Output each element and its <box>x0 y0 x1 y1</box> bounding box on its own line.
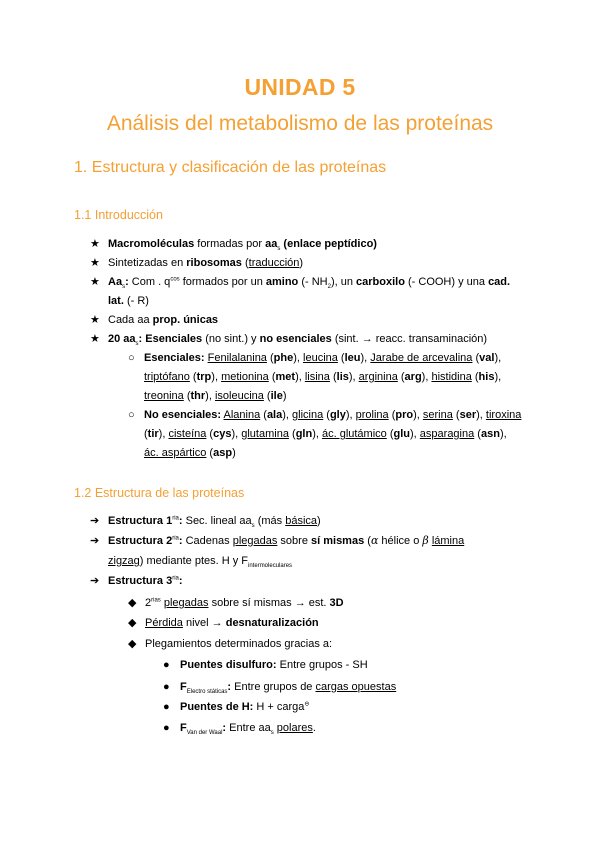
text-sub: Van der Waal <box>186 730 223 737</box>
aa-code: asp <box>213 447 233 459</box>
aa-name: glicina <box>292 409 324 421</box>
aa-code: gly <box>329 409 346 421</box>
aa-code: tir <box>147 428 159 440</box>
text-sup: ⊖ <box>304 701 310 708</box>
text-bold: lat. <box>108 295 124 307</box>
puentes-disulfuro <box>180 658 368 672</box>
bullet-aas-line1 <box>108 275 510 289</box>
text: Entre grupos de <box>231 681 316 693</box>
text-bold: : <box>178 515 183 527</box>
text-underlined: plegadas <box>163 597 209 609</box>
text-underlined: Pérdida <box>145 617 183 629</box>
aa-name: leucina <box>303 352 338 364</box>
aa-code: lis <box>336 371 349 383</box>
aa-code: phe <box>273 352 294 364</box>
aa-code: ala <box>266 409 283 421</box>
text-bold: F <box>180 681 187 693</box>
aa-code: his <box>478 371 495 383</box>
text-sub: s <box>135 341 139 348</box>
text: (- NH <box>298 276 328 288</box>
text: Com . q <box>128 276 171 288</box>
text: Cada aa <box>108 314 153 326</box>
text-bold: Esenciales <box>142 333 203 345</box>
beta-symbol: β <box>422 534 429 547</box>
text-bold: 3D <box>329 597 344 609</box>
text: formados por un <box>179 276 266 288</box>
estructura-3 <box>108 574 183 588</box>
detalle-plegamientos <box>145 637 332 651</box>
alpha-symbol: α <box>370 534 379 547</box>
aa-code: cys <box>213 428 232 440</box>
text-bold: no esenciales <box>259 333 332 345</box>
text: (no sint.) y <box>202 333 260 345</box>
text-sub: 2 <box>327 284 331 291</box>
text-sub: s <box>277 246 281 253</box>
aa-name: histidina <box>431 371 472 383</box>
arrow-bullet-icon: ➔ <box>90 515 100 527</box>
text-bold: Estructura 1 <box>108 515 173 527</box>
text-bold: sí mismas <box>311 535 365 547</box>
bullet-cada-aa <box>108 313 218 327</box>
dot-bullet-icon: ● <box>163 659 170 671</box>
star-bullet-icon: ★ <box>90 276 100 288</box>
text: sobre sí mismas → est. <box>208 597 330 609</box>
text-sub: Electro státicas <box>186 689 228 696</box>
text-bold: Estructura 2 <box>108 535 173 547</box>
aa-name: asparagina <box>419 428 475 440</box>
text: (- R) <box>123 295 149 307</box>
text-sup: rias <box>151 597 161 604</box>
aa-name: Fenilalanina <box>207 352 267 364</box>
text: ) <box>317 515 321 527</box>
text-sub: s <box>251 523 255 530</box>
no-esenciales-line1: No esenciales: Alanina (ala), glicina (gly), prolina (pro), serina (ser), tiroxina <box>144 409 522 421</box>
dot-bullet-icon: ● <box>163 681 170 693</box>
section-1-heading: 1. Estructura y clasificación de las proteínas <box>74 159 387 176</box>
unit-subtitle: Análisis del metabolismo de las proteínas <box>106 112 494 135</box>
diamond-bullet-icon: ◆ <box>128 617 137 629</box>
text-bold: (enlace peptídico) <box>280 238 377 250</box>
text: hélice o <box>378 535 423 547</box>
star-bullet-icon: ★ <box>90 238 100 250</box>
text-bold: : <box>227 681 232 693</box>
aa-name: triptófano <box>144 371 190 383</box>
text: nivel → <box>182 617 226 629</box>
text-bold: cad. <box>488 276 511 288</box>
text: (más <box>254 515 286 527</box>
subsection-1-2-heading: 1.2 Estructura de las proteínas <box>74 486 245 500</box>
aa-code: arg <box>404 371 422 383</box>
aa-name: treonina <box>144 390 184 402</box>
text: Cadenas <box>182 535 233 547</box>
aa-name: tiroxina <box>485 409 522 421</box>
aa-code: ile <box>270 390 283 402</box>
text-bold: Aa <box>108 276 123 288</box>
estructura-2-line2 <box>108 554 292 568</box>
text-bold: carboxilo <box>356 276 405 288</box>
text-bold: : <box>222 722 227 734</box>
aa-code: leu <box>344 352 361 364</box>
fuerzas-electrostaticas <box>180 680 396 694</box>
text: ( <box>241 257 249 269</box>
text-bold: : <box>138 333 143 345</box>
aa-name: Jarabe de arcevalina <box>370 352 473 364</box>
detalle-plegadas <box>145 596 344 610</box>
text: Entre aa <box>226 722 271 734</box>
text-bold: Macromoléculas <box>108 238 195 250</box>
text-bold: No esenciales: <box>144 409 222 421</box>
text: formadas por <box>194 238 266 250</box>
fuerzas-van-der-waal <box>180 721 316 735</box>
text-bold: : <box>125 276 129 288</box>
star-bullet-icon: ★ <box>90 314 100 326</box>
text: sobre <box>277 535 311 547</box>
text: H + carga <box>253 701 305 713</box>
text-underlined: polares <box>276 722 313 734</box>
text-bold: amino <box>265 276 299 288</box>
bullet-aas-line2 <box>108 294 149 308</box>
text-sub: s <box>122 284 126 291</box>
text-underlined: zigzag <box>108 555 140 567</box>
text: ), un <box>330 276 357 288</box>
text-bold: Esenciales: <box>144 352 205 364</box>
text-bold: : <box>178 535 183 547</box>
bullet-macromoleculas <box>108 237 377 251</box>
aa-name: serina <box>422 409 453 421</box>
star-bullet-icon: ★ <box>90 257 100 269</box>
text-bold: : <box>178 575 183 587</box>
text-underlined: básica <box>285 515 318 527</box>
text-bold: Puentes disulfuro: <box>180 659 277 671</box>
aa-code: gln <box>295 428 313 440</box>
no-esenciales-line3: ác. aspártico (asp) <box>144 447 236 459</box>
diamond-bullet-icon: ◆ <box>128 638 137 650</box>
text-bold: desnaturalización <box>225 617 319 629</box>
text-bold: F <box>180 722 187 734</box>
unit-title: UNIDAD 5 <box>244 74 356 100</box>
aa-name: glutamina <box>241 428 289 440</box>
text: Plegamientos determinados gracias a: <box>145 638 333 650</box>
aa-code: val <box>479 352 495 364</box>
text: 2 <box>145 597 152 609</box>
aa-code: met <box>275 371 296 383</box>
aa-name: arginina <box>358 371 398 383</box>
aa-name: ác. glutámico <box>321 428 387 440</box>
text-underlined: cargas opuestas <box>315 681 397 693</box>
bullet-ribosomas <box>108 256 303 270</box>
text: . <box>312 722 316 734</box>
text-sup: ria <box>172 535 179 542</box>
estructura-1 <box>108 514 321 528</box>
aa-name: ác. aspártico <box>144 447 207 459</box>
arrow-bullet-icon: ➔ <box>90 575 100 587</box>
aa-code: trp <box>196 371 212 383</box>
text: ) <box>299 257 304 269</box>
aa-code: thr <box>190 390 206 402</box>
text-bold: 20 aa <box>108 333 136 345</box>
text: Sec. lineal aa <box>182 515 252 527</box>
dot-bullet-icon: ● <box>163 701 170 713</box>
circle-bullet-icon: ○ <box>128 409 135 421</box>
aa-name: prolina <box>355 409 389 421</box>
text-bold: aa <box>265 238 278 250</box>
subsection-1-1-heading: 1.1 Introducción <box>74 208 163 222</box>
text-bold: Puentes de H: <box>180 701 254 713</box>
aa-code: pro <box>395 409 414 421</box>
detalle-perdida <box>145 616 319 630</box>
dot-bullet-icon: ● <box>163 722 170 734</box>
star-bullet-icon: ★ <box>90 333 100 345</box>
puentes-de-h <box>180 700 309 714</box>
aa-code: ser <box>459 409 477 421</box>
arrow-bullet-icon: ➔ <box>90 535 100 547</box>
aa-name: metionina <box>221 371 269 383</box>
aa-name: Alanina <box>223 409 261 421</box>
text-bold: Estructura 3 <box>108 575 173 587</box>
circle-bullet-icon: ○ <box>128 352 135 364</box>
text-sup: ria <box>172 575 179 582</box>
text-sup: cos <box>170 276 180 283</box>
esenciales-line1: Esenciales: Fenilalanina (phe), leucina (leu), Jarabe de arcevalina (val), <box>144 352 502 364</box>
aa-name: lisina <box>304 371 330 383</box>
aa-name: cisteína <box>168 428 207 440</box>
esenciales-line2: triptófano (trp), metionina (met), lisina (lis), arginina (arg), histidina (his), <box>144 371 502 383</box>
aa-code: glu <box>393 428 411 440</box>
text-underlined: lámina <box>431 535 465 547</box>
text: Sintetizadas en <box>108 257 187 269</box>
text: (sint. → reacc. transaminación) <box>331 333 488 345</box>
text: (- COOH) y una <box>404 276 489 288</box>
text-bold: ribosomas <box>186 257 242 269</box>
bullet-20-aas <box>108 332 487 346</box>
text: ) mediante ptes. H y F <box>139 555 249 567</box>
text-underlined: traducción <box>248 257 300 269</box>
text: Entre grupos - SH <box>276 659 368 671</box>
text-underlined: plegadas <box>232 535 278 547</box>
aa-code: asn <box>480 428 500 440</box>
text-sub: intermoleculares <box>248 563 293 570</box>
estructura-2-line1 <box>108 534 464 548</box>
text: ( <box>364 535 371 547</box>
text-sup: ria <box>172 515 179 522</box>
aa-name: isoleucina <box>214 390 264 402</box>
text-bold: prop. únicas <box>152 314 219 326</box>
no-esenciales-line2: (tir), cisteína (cys), glutamina (gln), ác. glutámico (glu), asparagina (asn), <box>144 428 507 440</box>
text-sub: s <box>270 730 274 737</box>
diamond-bullet-icon: ◆ <box>128 597 137 609</box>
esenciales-line3: treonina (thr), isoleucina (ile) <box>144 390 287 402</box>
